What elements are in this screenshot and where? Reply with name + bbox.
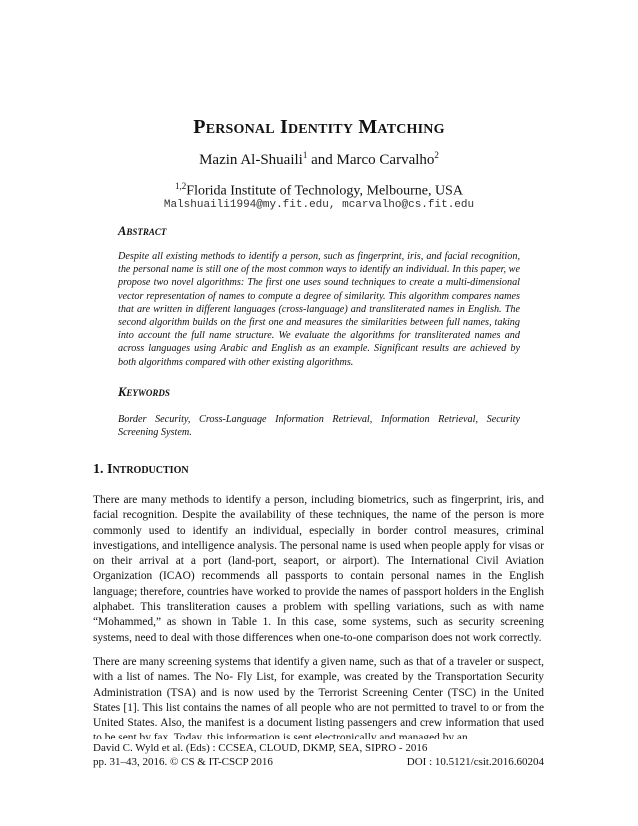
author-line [0,150,638,169]
keywords-heading: Keywords [118,385,170,399]
affiliation-text: Florida Institute of Technology, Melbourne, USA [186,183,463,199]
paper-title: Personal Identity Matching [193,116,445,138]
keywords-text: Border Security, Cross-Language Information Retrieval, Information Retrieval, Security Screening System. [118,414,520,439]
author-emails: Malshuaili1994@my.fit.edu, mcarvalho@cs.fit.edu [163,199,475,211]
footer-pages: pp. 31–43, 2016. © CS & IT-CSCP 2016 [93,756,273,768]
affiliation-mark: 1,2 [175,181,187,191]
author-name: Mazin Al-Shuaili [199,152,303,168]
section-heading-introduction: 1. Introduction [93,462,189,477]
footer-proceedings-line: David C. Wyld et al. (Eds) : CCSEA, CLOUD, DKMP, SEA, SIPRO - 2016 [93,742,428,754]
affiliation [0,181,638,200]
author-name: Marco Carvalho [336,152,435,168]
author-affil-mark: 2 [434,150,439,160]
footer-citation-line [93,756,544,768]
abstract-text: Despite all existing methods to identify a person, such as fingerprint, iris, and facial recognition, the personal name is still one of the most common ways to identify an individual. In this paper, we propose two novel algorithms: The first one uses sound techniques to create a multi-dimensional vector representation of names to compute a degree of similarity. This algorithm compares names that are written in different languages (cross-language) and transliterated names in English. The second algorithm builds on the first one and measures the similarities between full names, taking into account the full name structure. We evaluate the algorithms for transliterated names and across languages using Arabic and English as an example. Significant results are achieved by both algorithms compared with other existing algorithms. [118,251,520,368]
author-conjunction: and [307,152,337,168]
abstract-heading: Abstract [118,224,167,238]
intro-paragraph-1: There are many methods to identify a person, including biometrics, such as fingerprint, iris, and facial recognition. Despite the availability of these techniques, the name of the person is more commonly used to identify an individual, especially in border control measures, criminal investigations, and intelligence analysis. The personal name is used when people apply for visas or on their arrival at a port (land-port, seaport, or airport). The International Civil Aviation Organization (ICAO) recommends all passports to contain personal names in the English language; therefore, countries have worked to provide the names of passport holders in the English alphabet. This transliteration causes a problem with spelling variations, such as with name “Mohammed,” as shown in Table 1. In this case, some systems, such as security screening systems, need to deal with those differences when one-to-one comparison does not work correctly. [93,494,544,644]
intro-paragraph-2: There are many screening systems that identify a given name, such as that of a traveler or suspect, with a list of names. The No- Fly List, for example, was created by the Transportation Security Administration (TSA) and is now used by the Terrorist Screening Center (TSC) in the United States [1]. This list contains the names of all people who are not permitted to travel to or from the United States. Also, the manifest is a document listing passengers and crew information that used [93,656,544,730]
footer-doi: DOI : 10.5121/csit.2016.60204 [406,756,544,768]
author-affil-mark: 1 [302,150,308,160]
